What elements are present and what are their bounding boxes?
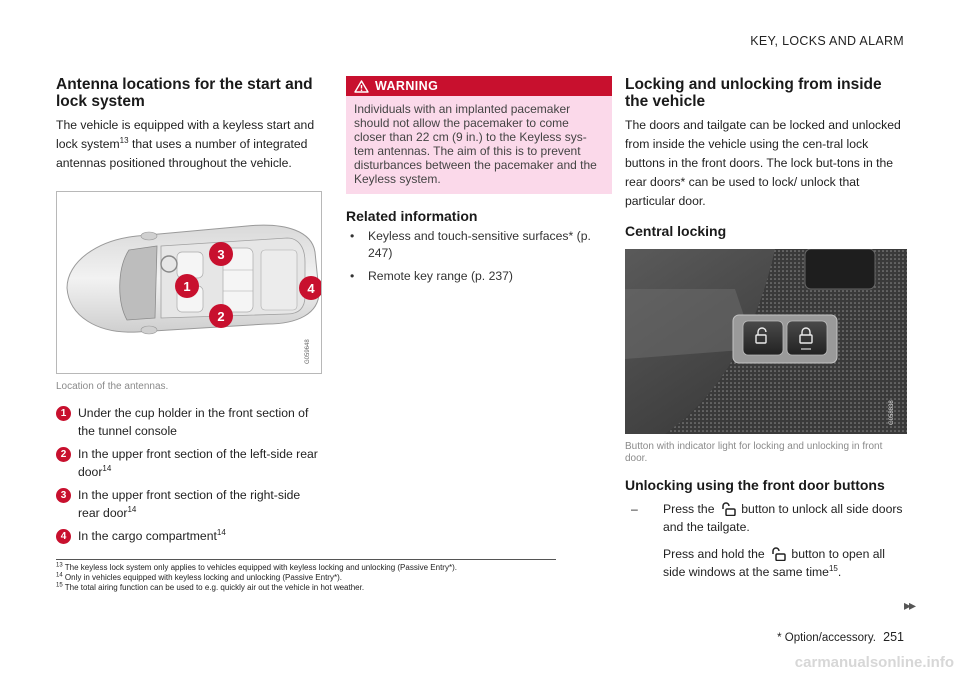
warning-header [346, 76, 612, 96]
option-note: * Option/accessory. [777, 632, 876, 644]
footnote: $^{15}$ The total airing function can be used to e.g. quickly air out the vehicle in hot weather. [56, 582, 365, 592]
unlock-padlock-icon [720, 502, 736, 516]
antenna-figure [56, 191, 322, 374]
antenna-figure-caption: Location of the antennas. [56, 381, 169, 392]
list-item: 1 Under the cup holder in the front section of the tunnel console [56, 404, 322, 440]
page-number: 251 [883, 630, 904, 644]
car-topview-illustration [57, 192, 321, 373]
svg-text:2: 2 [217, 309, 225, 324]
section-header: KEY, LOCKS AND ALARM [750, 34, 904, 48]
footnote-ref-13: 13 [119, 135, 129, 145]
warning-text: Individuals with an implanted pacemaker should not allow the pacemaker to come closer than 22 cm (9 in.) to the Keyless sys-tem antennas. The aim of this is to prevent disturbances between the pacemaker and the Keyless system. [354, 102, 597, 186]
list-item: 3 In the upper front section of the right-side rear door$^{14}$ [56, 486, 322, 522]
antenna-marker-1 [175, 274, 199, 298]
unlock-step-1: – Press the button to unlock all side doors and the tailgate. [631, 502, 903, 534]
related-link-keyless[interactable]: • Keyless and touch-sensitive surfaces* (p. 247) [350, 229, 591, 260]
list-item: 2 In the upper front section of the left-side rear door$^{14}$ [56, 445, 322, 481]
door-button-caption: Button with indicator light for locking and unlocking in front door. [625, 441, 883, 464]
antenna-location-list [56, 404, 322, 545]
antenna-intro: The vehicle is equipped with a keyless start and lock system$^{13}$ that uses a number of integrated antennas positioned throughout the vehicle. [56, 118, 315, 170]
list-item: 4 In the cargo compartment$^{14}$ [56, 527, 322, 545]
door-lock-buttons-image [625, 249, 907, 434]
number-badge: 3 [56, 488, 71, 503]
warning-section [346, 76, 612, 291]
footnotes [56, 559, 556, 593]
related-information-heading: Related information [346, 208, 478, 224]
unlock-padlock-icon [770, 547, 786, 561]
svg-text:1: 1 [183, 279, 191, 294]
antenna-marker-2 [209, 304, 233, 328]
locking-section [625, 76, 907, 581]
antenna-section [56, 76, 322, 550]
dash-icon: – [631, 502, 638, 516]
bullet-icon: • [350, 229, 355, 243]
warning-title: WARNING [375, 79, 439, 93]
number-badge: 2 [56, 447, 71, 462]
unlocking-heading: Unlocking using the front door buttons [625, 477, 885, 493]
footnote: $^{13}$ The keyless lock system only applies to vehicles equipped with keyless locking and unlocking (Passive Entry*). [56, 562, 457, 572]
door-button-photo [625, 249, 907, 434]
footnote: $^{14}$ Only in vehicles equipped with keyless locking and unlocking (Passive Entry*). [56, 572, 342, 582]
warning-box [346, 76, 612, 194]
antenna-marker-3 [209, 242, 233, 266]
locking-heading: Locking and unlocking from inside the vehicle [625, 76, 882, 110]
number-badge: 1 [56, 406, 71, 421]
locking-intro: The doors and tailgate can be locked and unlocked from inside the vehicle using the cen-tral lock buttons in the front doors. The lock but-tons in the rear doors* can be used to lock/ unlock that particular door. [625, 118, 901, 208]
unlock-step-1-hold: Press and hold the button to open all side windows at the same time$^{15}$. [663, 547, 885, 579]
footnote-ref-15: 15 [828, 563, 838, 573]
warning-triangle-icon [354, 80, 369, 93]
central-locking-heading: Central locking [625, 223, 727, 239]
related-link-remote-range[interactable]: • Remote key range (p. 237) [350, 269, 513, 283]
number-badge: 4 [56, 529, 71, 544]
bullet-icon: • [350, 269, 355, 283]
antenna-heading: Antenna locations for the start and lock system [56, 76, 313, 110]
related-links [346, 228, 612, 285]
page-footer [777, 630, 904, 644]
watermark: carmanualsonline.info [794, 654, 954, 671]
photo-code: G058838 [889, 400, 895, 425]
figure-code: G059648 [305, 339, 311, 364]
svg-text:4: 4 [307, 281, 315, 296]
next-page-arrows[interactable]: ▸▸ [903, 597, 914, 613]
svg-text:3: 3 [217, 247, 225, 262]
